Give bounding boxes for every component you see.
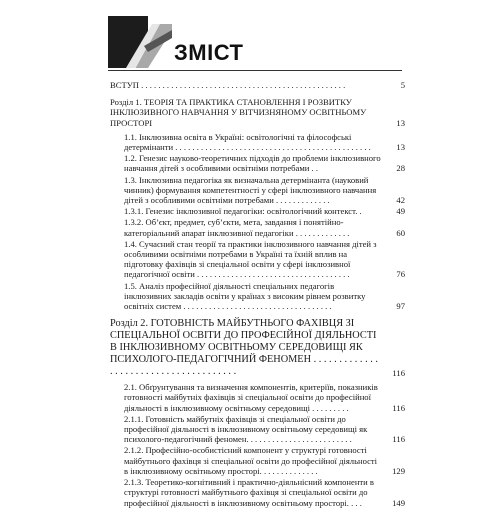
toc-section-2 [110,318,405,378]
toc-entry [110,206,405,216]
toc-entry-page: 28 [396,163,405,174]
toc-entry-text: ВСТУП . . . . . . . . . . . . . . . . . . . . . . . . . . . . . . . . . . . . . . . . . . . . . . . . [110,80,346,90]
toc-entry-text: 1.3.2. Об’єкт, предмет, суб’єкти, мета, завдання і понятійно-категоріальний апарат інклюзивної педагогіки . . . . . . . . . . . . . [124,217,350,238]
toc-entry-page: 116 [392,402,405,413]
title-divider [108,70,402,71]
toc-entry-page: 5 [400,80,405,90]
toc-entry-page: 116 [392,434,405,445]
toc-entry [110,414,405,445]
toc-entry [110,477,405,508]
toc-entry-text: 2.1. Обґрунтування та визначення компонентів, критеріїв, показників готовності майбутніх фахівців зі спеціальної освіти до професійної діяльності в інклюзивному освітньому середовищі . . . . . . . . . [124,382,378,413]
toc-entry-text: 1.4. Сучасний стан теорії та практики інклюзивного навчання дітей з особливими освітніми потребами в Україні та їхній вплив на підготовку фахівців зі спеціальної освіти у сфері інклюзивної педагогічної освіти . . . . . . . . . . . . . . . . . . . . . . . . . . . . . . . . . . . . [124,238,377,280]
toc-entry [110,239,405,280]
toc-entry [110,132,405,152]
toc-entry [110,217,405,237]
toc-entry [110,175,405,206]
toc-entry [110,281,405,312]
toc-entry-text: 2.1.3. Теоретико-когнітивний і практично-діяльнісний компоненти в структурі готовності майбутнього фахівця зі спеціальної освіти до професійної діяльності в інклюзивному освітньому просторі. . . . [124,477,374,508]
toc-entry [110,153,405,173]
toc-entry-page: 13 [396,142,405,153]
toc-entry-text: 2.1.1. Готовність майбутніх фахівців зі спеціальної освіти до професійної діяльності в інклюзивному освітньому середовищі як психолого-педагогічний феномен. . . . . . . . . . . . . . . . . . . . . . . . . [124,413,368,445]
table-of-contents [110,76,405,508]
book-emblem-icon [108,16,172,68]
toc-section-1 [110,97,405,128]
toc-entry-text: 1.5. Аналіз професійної діяльності спеціальних педагогів інклюзивних закладів освіти у країнах з високим рівнем розвитку освітніх систем . . . . . . . . . . . . . . . . . . . . . . . . . . . . . . . . . . . [124,280,366,312]
page-title: ЗМІСТ [174,40,244,65]
toc-entry-page: 129 [392,465,405,476]
toc-section-title: Розділ 1. ТЕОРІЯ ТА ПРАКТИКА СТАНОВЛЕННЯ І РОЗВИТКУ ІНКЛЮЗИВНОГО НАВЧАННЯ У ВІТЧИЗНЯНОМУ ОСВІТНЬОМУ ПРОСТОРІ [110,97,367,128]
toc-entry-page: 97 [396,301,405,312]
toc-entry-page: 60 [396,227,405,238]
toc-entry-page: 116 [392,368,405,379]
toc-entry-page: 13 [396,117,405,128]
toc-entry-intro [110,80,405,90]
toc-entry [110,445,405,476]
toc-entry-text: 1.1. Інклюзивна освіта в Україні: освітологічні та філософські детермінанти . . . . . . . . . . . . . . . . . . . . . . . . . . . . . . . . . . . . . . . . . . . . . . [124,131,371,153]
toc-entry-text: 1.2. Генезис науково-теоретичних підходів до проблеми інклюзивного навчання дітей з особливими освітніми потребами . . [124,153,381,174]
toc-entry-text: 2.1.2. Професійно-особистісний компонент у структурі готовності майбутнього фахівця зі спеціальної освіти до професійної діяльності в інклюзивному освітньому просторі. . . . . . . . . . . . . . [124,445,378,476]
toc-entry [110,382,405,413]
toc-entry-page: 76 [396,269,405,280]
toc-entry-page: 42 [396,195,405,206]
toc-entry-text: 1.3.1. Генезис інклюзивної педагогіки: освітологічний контекст. . [124,206,362,217]
toc-entry-page: 149 [392,497,405,508]
toc-entry-text: 1.3. Інклюзивна педагогіка як визначальна детермінанта (науковий чинник) формування компетентності у сфері інклюзивного навчання дітей з особливими освітніми потребами . . . . . . . . . . . . . [124,174,377,206]
toc-section-title: Розділ 2. ГОТОВНІСТЬ МАЙБУТНЬОГО ФАХІВЦЯ ЗІ СПЕЦІАЛЬНОЇ ОСВІТИ ДО ПРОФЕСІЙНОЇ ДІЯЛЬНОСТІ В ІНКЛЮЗИВНОМУ ОСВІТНЬОМУ СЕРЕДОВИЩІ ЯК ПСИХОЛОГО-ПЕДАГОГІЧНИЙ ФЕНОМЕН . . . . . . . . . . . . . . . . . . . . . . . . . . . . . . . . . . . . . . [110,318,378,378]
toc-entry-page: 49 [396,206,405,217]
